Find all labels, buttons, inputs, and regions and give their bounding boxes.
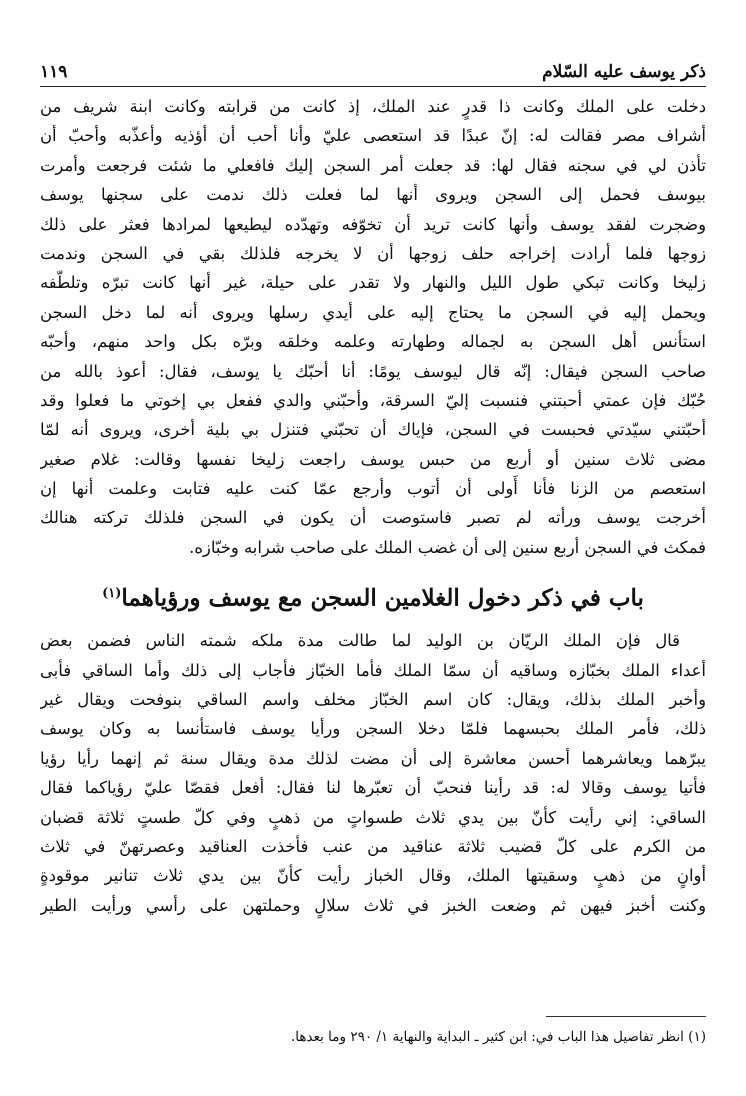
header-rule [40,86,706,87]
footnote: (١) انظر تفاصيل هذا الباب في: ابن كثير ـ البداية والنهاية ١/ ٢٩٠ وما بعدها. [290,1029,706,1045]
page-number: ١١٩ [40,62,68,82]
text-line: أعداء الملك بخبّازه وساقيه أن سمّا الملك فأما الخبّاز فأجاب إلى ذلك وأما الساقي فأبى [40,660,706,680]
page-body [40,92,706,920]
chapter-heading-text: باب في ذكر دخول الغلامين السجن مع يوسف ورؤياهما [121,584,644,612]
text-line: دخلت على الملك وكانت ذا قدرٍ عند الملك، إذ كانت من قرابته وكانت ابنة شريف من [40,97,706,116]
text-line: فأتيا يوسف وقالا له: قد رأينا فنحبّ أن تعبّرها لنا فقال: أفعل فقصّا عليّ رؤياكما فقال [40,778,706,798]
text-line: زوجها فلما أرادت إخراجه حلف زوجها أن لا يخرجه فلذلك بقي في السجن وندمت [40,243,706,263]
text-line: استعصم من الزنا فأنا أَولى أن أتوب وأرجع عمّا كنت عليه فتابت وعلمت أنها إن [40,479,706,499]
text-line: زليخا وكانت تبكي طول الليل والنهار ولا تقدر على حيلة، غير أنها كانت تبرّه وتلطّفه [40,273,706,293]
text-line: تأذن لي في سجنه فقال لها: قد جعلت أمر السجن إليك فافعلي ما شئت فرجعت وأمرت [40,155,706,175]
text-line: استأنس أهل السجن به لجماله وطهارته وعلمه وخلقه وبرّه بكل واحد منهم، وأحبّه [40,332,706,352]
footnote-marker: (١) [102,586,122,602]
text-line: وكنت أخبز فيهن ثم وضعت الخبز في ثلاث سلالٍ وحملتهن على رأسي ورأيت الطير [40,895,706,915]
running-title: ذكر يوسف عليه السّلام [542,62,706,82]
text-line: من الكرم على كلّ قضيب ثلاثة عناقيد من عنب فأخذت العناقيد وعصرتهنّ في ثلاث [40,836,706,856]
text-line: مضى ثلاث سنين أو أربع من حبس يوسف راجعت زليخا نفسها وقالت: غلام صغير [40,449,706,469]
paragraph-1 [40,92,706,562]
text-line: حُبّك فإن عمتي أحبتني فنسبت إليّ السرقة، وأحبّني والدي ففعل بي إخوتي ما فعلوا وقد [40,390,706,410]
paragraph-2 [40,626,706,920]
text-line: وضجرت لفقد يوسف وأنها كانت تريد أن تخوّفه وتهدّده ليطيعها لمرادها فعثر على ذلك [40,214,706,234]
text-line: أوانٍ من ذهبٍ وسقيتها الملك، وقال الخباز رأيت كأنّ بين يدي ثلاث تنانير موقودةٍ [40,866,706,886]
text-line: أخرجت يوسف ورأته لم تصبر فاستوصت أن يكون في السجن فلذلك تركته هنالك [40,508,706,528]
page-header [40,50,706,82]
text-line: وأخبر الملك بذلك، ويقال: كان اسم الخبّاز مخلف واسم الساقي بنوفحت ويقال غير [40,690,706,710]
text-line: يبرّهما ويعاشرهما أحسن معاشرة إلى أن مضت لذلك مدة ويقال سنة ثم إنهما رأيا رؤيا [40,748,706,768]
text-line: صاحب السجن فيقال: إنّه قال ليوسف يومًا: أنا أحبّك يا يوسف، فقال: أعوذ بالله من [40,361,706,381]
text-line: ذلك، فأمر الملك بحبسهما فلمّا دخلا السجن ورأيا يوسف فاستأنسا به وكان يوسف [40,719,706,739]
text-line: قال فإن الملك الريّان بن الوليد لما طالت مدة ملكه شمته الناس فضمن بعض [40,631,680,651]
text-line: ويحمل إليه في السجن ما يحتاج إليه على أيدي رسلها ويروى أنه لما دخل السجن [40,302,706,322]
footnote-rule [546,1016,706,1017]
text-line: الساقي: إني رأيت كأنّ بين يدي ثلاث طسواتٍ من ذهبٍ وفي كلّ طستٍ ثلاثة قضبان [40,807,706,827]
text-line: أشراف مصر فقالت له: إنّ عبدًا قد استعصى عليّ وأنا أحب أن أؤذيه وأعذّبه وأحبّ أن [40,126,706,146]
text-line: أحبّتني سيّدتي فحبست في السجن، فإياك أن تحبّني فتنزل بي بلية أخرى، ويروى أنه لمّا [40,420,706,440]
chapter-heading [40,562,706,626]
text-line: بيوسف فحمل إلى السجن ويروى أنها لما فعلت ذلك ندمت على سجنها يوسف [40,185,706,205]
text-line: فمكث في السجن أربع سنين إلى أن غضب الملك على صاحب شرابه وخبّازه. [189,537,706,557]
